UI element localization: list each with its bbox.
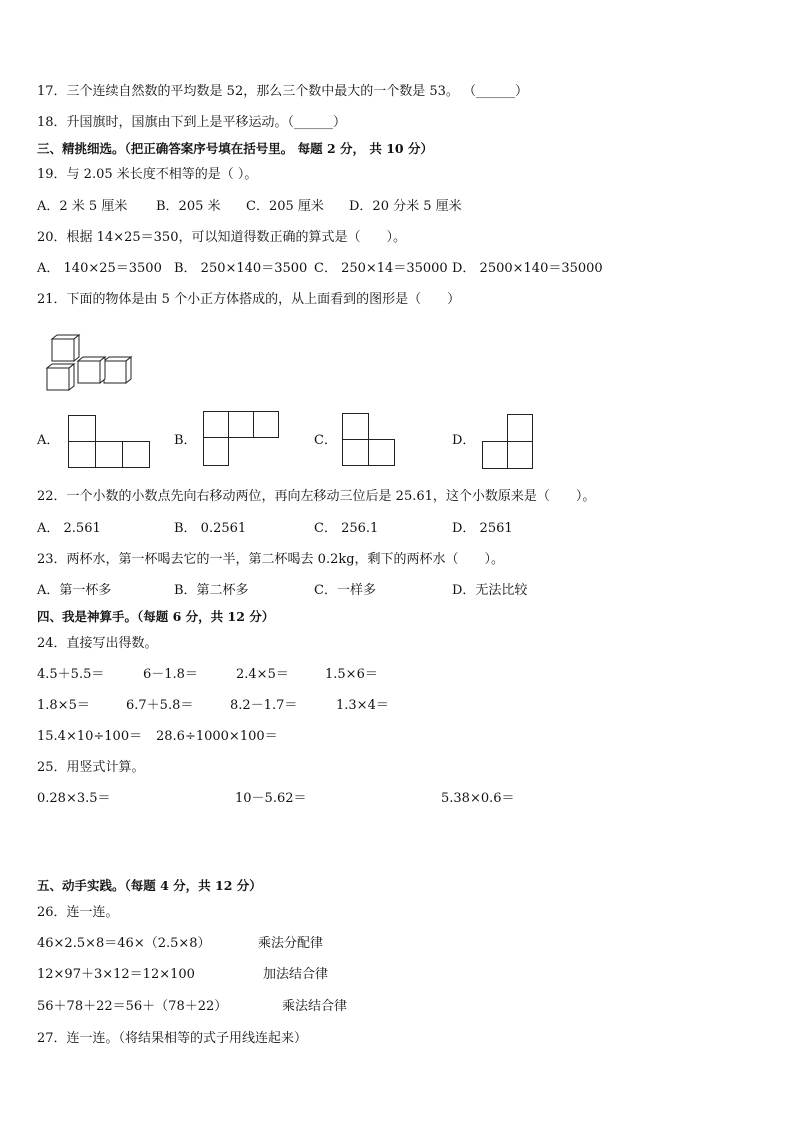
question-19-option-a: A．2 米 5 厘米 [37, 199, 128, 214]
question-23-option-a: A．第一杯多 [37, 583, 112, 598]
calc-item: 4.5＋5.5＝ [37, 667, 105, 682]
section-5-heading: 五、动手实践。（每题 4 分，共 12 分） [37, 878, 262, 893]
match-right-item: 加法结合律 [263, 967, 329, 982]
question-17: 17．三个连续自然数的平均数是 52，那么三个数中最大的一个数是 53。 （______） [37, 84, 529, 99]
calc-item: 1.3×4＝ [336, 698, 389, 713]
question-23-option-b: B．第二杯多 [174, 583, 249, 598]
vertical-calc-item: 5.38×0.6＝ [441, 791, 515, 806]
question-19-stem: 19．与 2.05 米长度不相等的是（ ）。 [37, 167, 258, 182]
question-24-stem: 24．直接写出得数。 [37, 636, 158, 651]
question-25-stem: 25．用竖式计算。 [37, 760, 145, 775]
question-21-label-a: A． [37, 433, 60, 448]
question-23-option-d: D．无法比较 [452, 583, 528, 598]
question-22-option-d: D． 2561 [452, 521, 513, 536]
calc-item: 1.5×6＝ [325, 667, 378, 682]
calc-item: 6－1.8＝ [143, 667, 198, 682]
match-right-item: 乘法结合律 [282, 999, 348, 1014]
vertical-calc-item: 10－5.62＝ [235, 791, 307, 806]
question-20-option-b: B． 250×140＝3500 [174, 261, 308, 276]
question-22-option-c: C． 256.1 [314, 521, 379, 536]
question-26-stem: 26．连一连。 [37, 905, 119, 920]
calc-item: 1.8×5＝ [37, 698, 90, 713]
question-27: 27．连一连。（将结果相等的式子用线连起来） [37, 1031, 308, 1046]
question-23-stem: 23．两杯水，第一杯喝去它的一半，第二杯喝去 0.2kg，剩下的两杯水（ ）。 [37, 552, 505, 567]
section-4-heading: 四、我是神算手。（每题 6 分，共 12 分） [37, 609, 275, 624]
calc-item: 6.7＋5.8＝ [126, 698, 194, 713]
question-20-option-c: C． 250×14＝35000 [314, 261, 448, 276]
question-21-stem: 21．下面的物体是由 5 个小正方体搭成的，从上面看到的图形是（ ） [37, 292, 461, 307]
question-22-stem: 22．一个小数的小数点先向右移动两位，再向左移动三位后是 25.61，这个小数原来是（ ）。 [37, 489, 596, 504]
cubes-figure [44, 333, 136, 395]
calc-item: 2.4×5＝ [236, 667, 289, 682]
question-22-option-b: B． 0.2561 [174, 521, 247, 536]
vertical-calc-item: 0.28×3.5＝ [37, 791, 111, 806]
question-19-option-b: B．205 米 [156, 199, 221, 214]
question-22-option-a: A． 2.561 [37, 521, 101, 536]
match-left-item: 46×2.5×8＝46×（2.5×8） [37, 936, 211, 951]
question-20-stem: 20．根据 14×25＝350，可以知道得数正确的算式是（ ）。 [37, 230, 406, 245]
calc-item: 28.6÷1000×100＝ [156, 729, 278, 744]
question-20-option-a: A． 140×25＝3500 [37, 261, 162, 276]
question-20-option-d: D． 2500×140＝35000 [452, 261, 603, 276]
calc-item: 8.2－1.7＝ [230, 698, 298, 713]
question-21-label-c: C． [314, 433, 337, 448]
match-left-item: 12×97＋3×12＝12×100 [37, 967, 195, 982]
question-19-option-d: D．20 分米 5 厘米 [349, 199, 462, 214]
calc-item: 15.4×10÷100＝ [37, 729, 143, 744]
question-23-option-c: C．一样多 [314, 583, 376, 598]
match-left-item: 56＋78＋22＝56＋（78＋22） [37, 999, 228, 1014]
section-3-heading: 三、精挑细选。（把正确答案序号填在括号里。 每题 2 分， 共 10 分） [37, 141, 433, 156]
question-21-label-b: B． [174, 433, 197, 448]
question-18: 18．升国旗时，国旗由下到上是平移运动。（______） [37, 115, 347, 130]
question-21-label-d: D． [452, 433, 476, 448]
match-right-item: 乘法分配律 [258, 936, 324, 951]
question-19-option-c: C．205 厘米 [246, 199, 324, 214]
